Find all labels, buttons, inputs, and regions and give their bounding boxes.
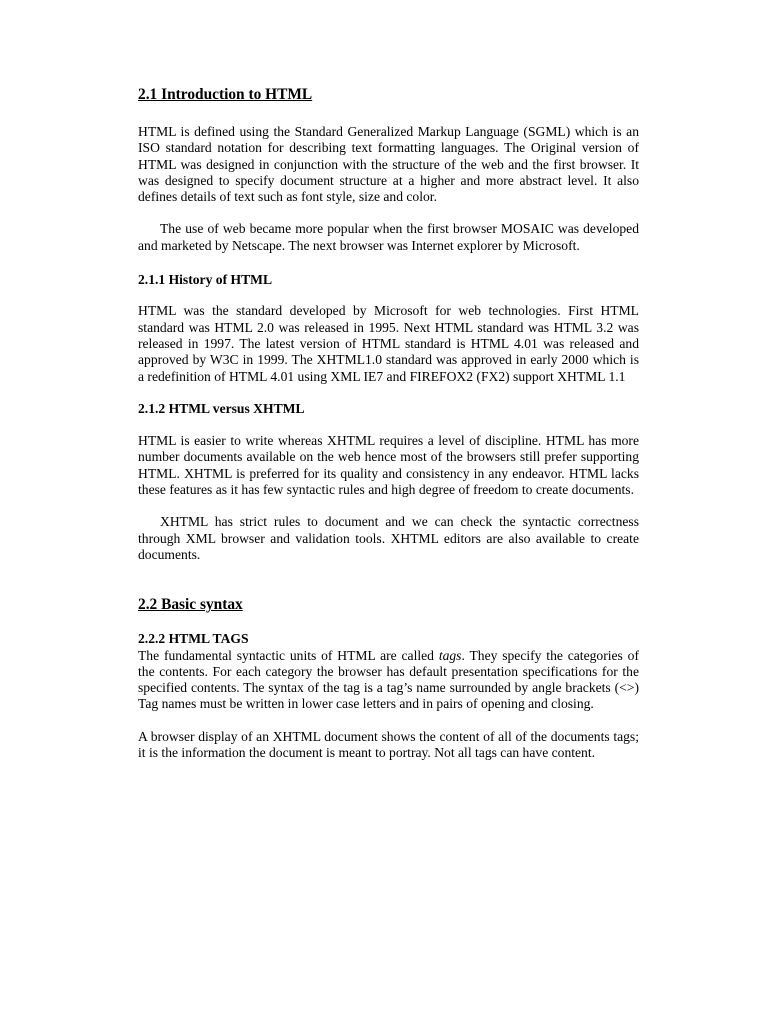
html-vs-xhtml-paragraph-1: HTML is easier to write whereas XHTML requires a level of discipline. HTML has more number documents available on the web hence most of the browsers still prefer supporting HTML. XHTML is preferred for its quality and consistency in any endeavor. HTML lacks these features as it has few syntactic rules and high degree of freedom to create documents. <box>138 433 639 498</box>
html-tags-paragraph-2: A browser display of an XHTML document shows the content of all of the documents tags; it is the information the document is meant to portray. Not all tags can have content. <box>138 728 639 761</box>
html-tags-text-start: The fundamental syntactic units of HTML are called <box>138 647 439 663</box>
subsection-heading-html-tags: 2.2.2 HTML TAGS <box>138 631 249 647</box>
section-heading-basic-syntax: 2.2 Basic syntax <box>138 596 243 614</box>
intro-paragraph-2: The use of web became more popular when the first browser MOSAIC was developed and marketed by Netscape. The next browser was Internet explorer by Microsoft. <box>138 221 639 253</box>
section-heading-intro: 2.1 Introduction to HTML <box>138 86 313 103</box>
page-content <box>138 86 639 761</box>
html-vs-xhtml-paragraph-2: XHTML has strict rules to document and we can check the syntactic correctness through XML browser and validation tools. XHTML editors are also available to create documents. <box>138 514 639 562</box>
history-paragraph: HTML was the standard developed by Microsoft for web technologies. First HTML standard was HTML 2.0 was released in 1995. Next HTML standard was HTML 3.2 was released in 1997. The latest version of HTML standard is HTML 4.01 was released and approved by W3C in 1999. The XHTML1.0 standard was approved in early 2000 which is a redefinition of HTML 4.01 using XML IE7 and FIREFOX2 (FX2) support XHTML 1.1 <box>138 303 639 384</box>
intro-paragraph-1: HTML is defined using the Standard Generalized Markup Language (SGML) which is an ISO standard notation for describing text formatting languages. The Original version of HTML was designed in conjunction with the structure of the web and the first browser. It was designed to specify document structure at a higher and more abstract level. It also defines details of text such as font style, size and color. <box>138 124 639 205</box>
tags-term: tags <box>438 647 462 663</box>
html-tags-text-end: . They specify the categories of the contents. For each category the browser has default presentation specifications for the specified contents. The syntax of the tag is a tag’s name surrounded by angle brackets (<>) Tag names must be written in lower case letters and in pairs of opening and closing. <box>138 647 639 712</box>
html-tags-paragraph-1 <box>138 648 639 713</box>
subsection-heading-history: 2.1.1 History of HTML <box>138 272 273 288</box>
subsection-heading-html-vs-xhtml: 2.1.2 HTML versus XHTML <box>138 400 305 416</box>
